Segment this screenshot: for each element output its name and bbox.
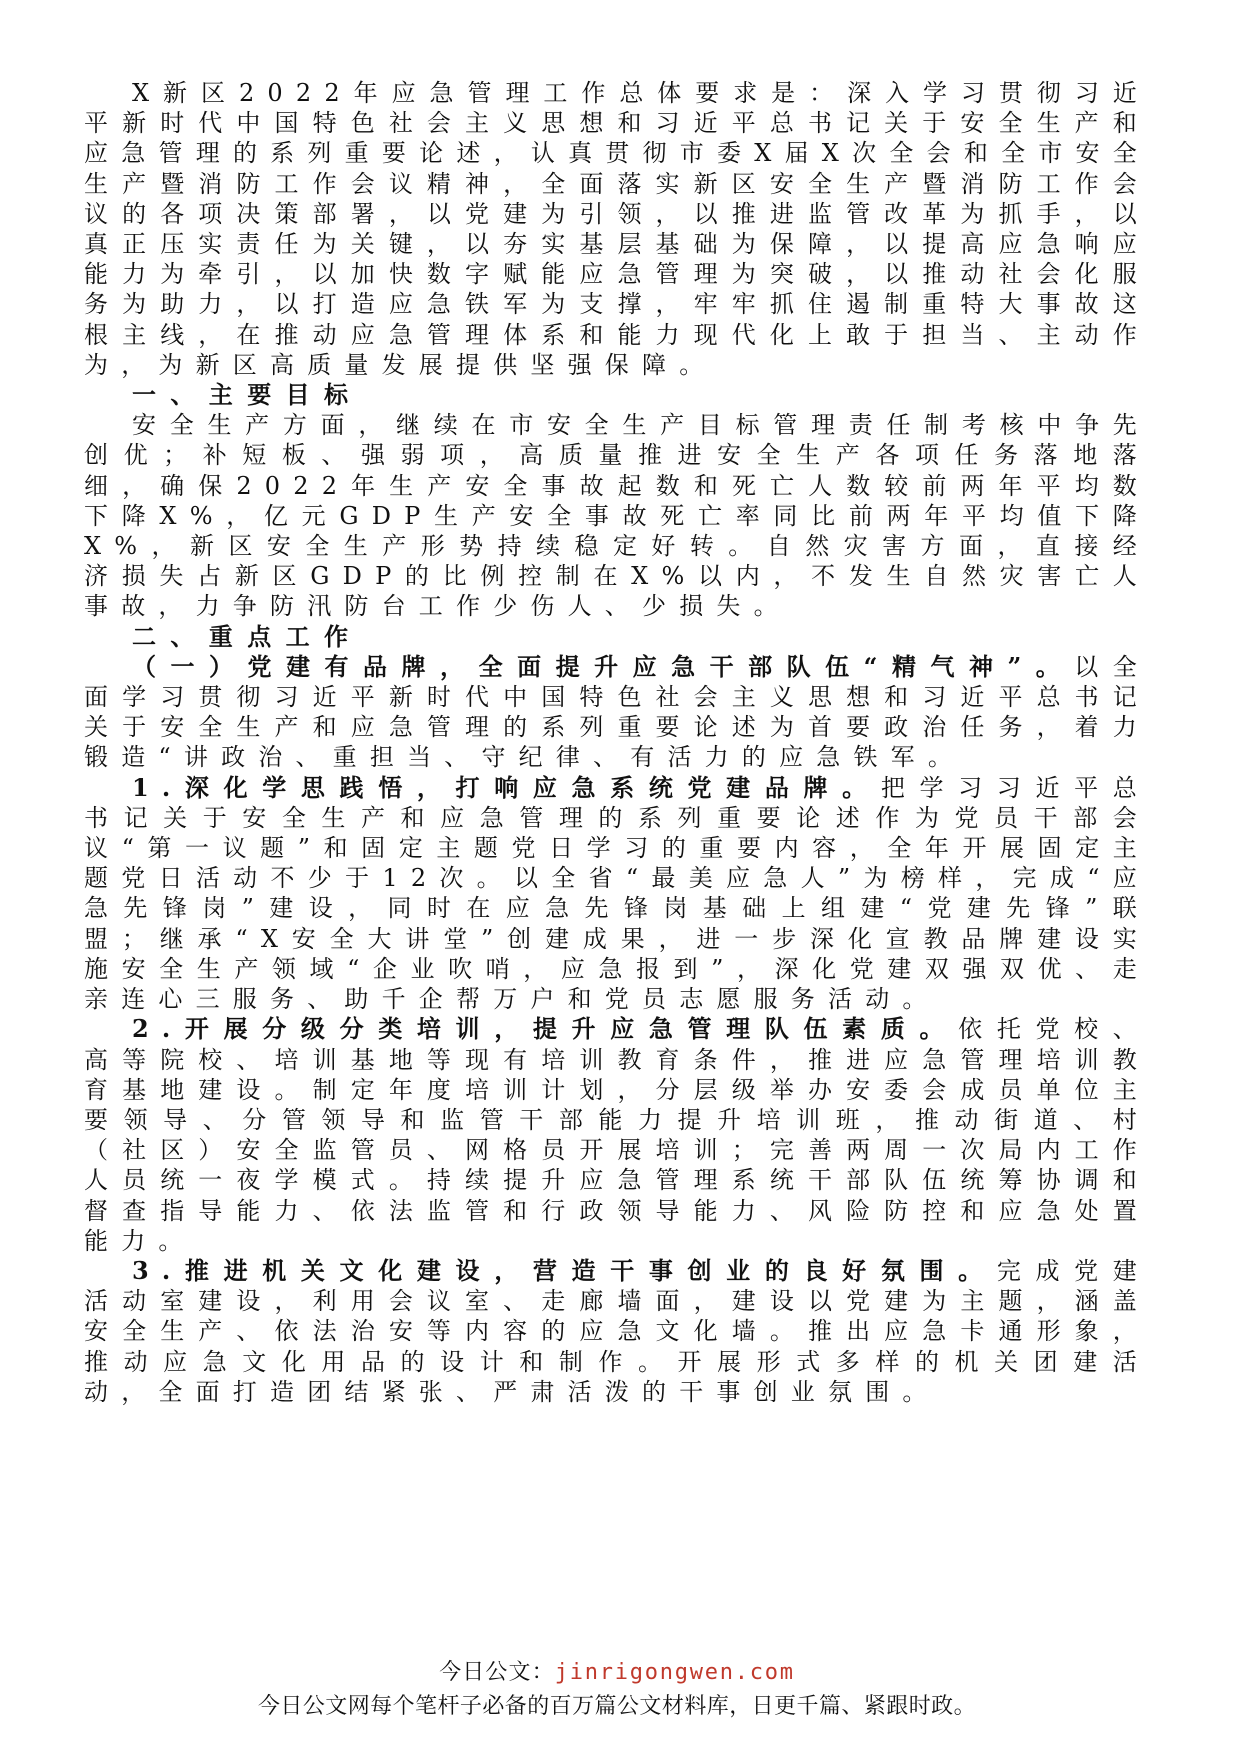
sub1-paragraph (84, 773, 1150, 1015)
footer-brand: 今日公文： (439, 1660, 555, 1685)
sub3-body: 完成党建活动室建设，利用会议室、走廊墙面，建设以党建为主题，涵盖安全生产、依法治安等内容的应急文化墙。推出应急卡通形象，推动应急文化用品的设计和制作。开展形式多样的机关团建活动，全面打造团结紧张、严肃活泼的干事创业氛围。 (84, 1256, 1150, 1406)
sub1-body: 把学习习近平总书记关于安全生产和应急管理的系列重要论述作为党员干部会议“第一议题”和固定主题党日学习的重要内容，全年开展固定主题党日活动不少于12次。以全省“最美应急人”为榜样，完成“应急先锋岗”建设，同时在应急先锋岗基础上组建“党建先锋”联盟；继承“X安全大讲堂”创建成果，进一步深化宣教品牌建设实施安全生产领域“企业吹哨，应急报到”，深化党建双强双优、走亲连心三服务、助千企帮万户和党员志愿服务活动。 (84, 773, 1150, 1014)
footer-slogan: 今日公文网每个笔杆子必备的百万篇公文材料库，日更千篇、紧跟时政。 (257, 1694, 977, 1719)
intro-paragraph: X新区2022年应急管理工作总体要求是：深入学习贯彻习近平新时代中国特色社会主义思想和习近平总书记关于安全生产和应急管理的系列重要论述，认真贯彻市委X届X次全会和全市安全生产暨消防工作会议精神，全面落实新区安全生产暨消防工作会议的各项决策部署，以党建为引领，以推进监管改革为抓手，以真正压实责任为关键，以夯实基层基础为保障，以提高应急响应能力为牵引，以加快数字赋能应急管理为突破，以推动社会化服务为助力，以打造应急铁军为支撑，牢牢抓住遏制重特大事故这根主线，在推动应急管理体系和能力现代化上敢于担当、主动作为，为新区高质量发展提供坚强保障。 (84, 79, 1150, 379)
goals-paragraph: 安全生产方面，继续在市安全生产目标管理责任制考核中争先创优；补短板、强弱项，高质量推进安全生产各项任务落地落细，确保2022年生产安全事故起数和死亡人数较前两年平均数下降X%，亿元GDP生产安全事故死亡率同比前两年平均值下降X%，新区安全生产形势持续稳定好转。自然灾害方面，直接经济损失占新区GDP的比例控制在X%以内，不发生自然灾害亡人事故，力争防汛防台工作少伤人、少损失。 (84, 411, 1150, 621)
item1-title: （一）党建有品牌，全面提升应急干部队伍“精气神”。 (132, 651, 1075, 681)
section-heading-key-work: 二、重点工作 (132, 621, 363, 651)
sub2-paragraph (84, 1014, 1150, 1256)
item1-paragraph (84, 652, 1150, 773)
footer-brand-line (0, 1656, 1234, 1690)
footer-watermark (0, 1656, 1234, 1724)
sub3-paragraph (84, 1256, 1150, 1407)
item1-body: 以全面学习贯彻习近平新时代中国特色社会主义思想和习近平总书记关于安全生产和应急管理的系列重要论述为首要政治任务，着力锻造“讲政治、重担当、守纪律、有活力的应急铁军。 (84, 652, 1151, 772)
sub1-title: 1.深化学思践悟，打响应急系统党建品牌。 (132, 772, 881, 802)
sub2-body: 依托党校、高等院校、培训基地等现有培训教育条件，推进应急管理培训教育基地建设。制定年度培训计划，分层级举办安委会成员单位主要领导、分管领导和监管干部能力提升培训班，推动街道、村（社区）安全监管员、网格员开展培训；完善两周一次局内工作人员统一夜学模式。持续提升应急管理系统干部队伍统筹协调和督查指导能力、依法监管和行政领导能力、风险防控和应急处置能力。 (84, 1015, 1151, 1255)
document-body (84, 78, 1150, 1407)
footer-site-link[interactable]: jinrigongwen.com (554, 1660, 795, 1685)
sub3-title: 3.推进机关文化建设，营造干事创业的良好氛围。 (132, 1255, 997, 1285)
sub2-title: 2.开展分级分类培训，提升应急管理队伍素质。 (132, 1014, 959, 1044)
section-heading-goals: 一、主要目标 (132, 380, 363, 410)
